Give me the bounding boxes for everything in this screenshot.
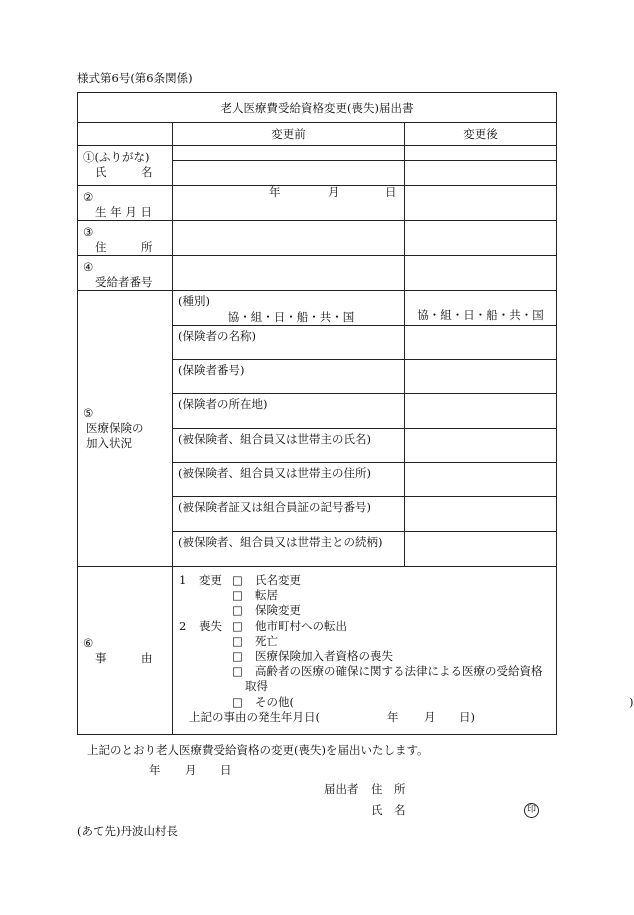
name-before-field[interactable] [173,161,405,186]
option-elderly-law-cont: 取得 [245,679,268,694]
insurance-type-after[interactable] [405,291,557,326]
seal-mark-text: 印 [524,803,539,818]
address-row-number: ③ [83,225,94,239]
option-insurance-loss: 医療保険加入者資格の喪失 [255,648,393,663]
birth-year-label: 年 [269,185,281,199]
insurer-name-after[interactable] [405,326,557,360]
form-title: 老人医療費受給資格変更(喪失)届出書 [78,93,557,123]
checkbox-other[interactable]: □ [232,694,243,709]
checkbox-insurance-loss[interactable]: □ [232,648,243,663]
header-after: 変更後 [405,123,557,146]
option-other-close: ) [629,694,634,709]
group2-label: 喪失 [199,618,222,633]
checkbox-elderly-law[interactable]: □ [232,664,243,679]
application-form-table [77,92,634,735]
name-after-field[interactable] [405,161,557,186]
reason-line-8 [179,679,556,694]
insurance-type-label: (種別) [178,294,210,308]
reason-line-6 [179,649,556,664]
card-number-before[interactable]: (被保険者証又は組合員証の記号番号) [173,497,405,532]
recipient-row-text: 受給者番号 [95,275,153,289]
reason-line-1 [179,573,556,588]
reason-line-10 [179,710,556,725]
option-moving: 転居 [255,588,278,603]
insurance-row-label [78,291,173,567]
insurance-row-text-1: 医療保険の [86,421,144,435]
insurer-location-before[interactable]: (保険者の所在地) [173,394,405,429]
checkbox-moving[interactable]: □ [232,588,243,603]
reason-line-4 [179,619,556,634]
furigana-before-field[interactable] [173,146,405,161]
occurred-year: 年 [387,709,399,724]
recipient-row-number: ④ [83,260,94,274]
submit-year-label: 年 [149,763,161,777]
address-row-text: 住 所 [95,240,153,254]
header-before: 変更前 [173,123,405,146]
group2-number: 2 [179,618,187,633]
name-row-text: 氏 名 [95,165,153,179]
option-death: 死亡 [255,633,278,648]
option-elderly-law: 高齢者の医療の確保に関する法律による医療の受給資格 [255,664,543,679]
reason-line-3 [179,603,556,618]
reason-options [173,567,634,735]
insurance-type-options-after: 協・組・日・船・共・国 [417,308,544,322]
card-number-after[interactable] [405,497,557,532]
address-after-field[interactable] [405,221,557,256]
checkbox-move-out[interactable]: □ [232,618,243,633]
reason-line-7 [179,664,556,679]
checkbox-death[interactable]: □ [232,633,243,648]
holder-address-after[interactable] [405,463,557,497]
insurance-type-before[interactable] [173,291,405,326]
birth-row-number: ② [83,190,94,204]
recipient-after-field[interactable] [405,256,557,291]
birth-row-label [78,186,173,221]
insurer-location-after[interactable] [405,394,557,429]
seal-mark [524,801,539,818]
relationship-after[interactable] [405,532,557,567]
birth-day-label: 日 [385,185,397,199]
reason-line-5 [179,634,556,649]
reason-row-text: 事 由 [95,650,153,665]
insurer-name-before[interactable]: (保険者の名称) [173,326,405,360]
option-name-change: 氏名変更 [255,573,301,587]
birth-before-field[interactable] [173,186,405,221]
option-move-out: 他市町村への転出 [255,618,347,633]
option-other: その他( [255,694,294,709]
reason-line-2 [179,588,556,603]
insurer-number-after[interactable] [405,360,557,394]
group1-label: 変更 [199,573,222,587]
addressee: (あて先)丹波山村長 [77,824,178,838]
name-row-label [78,146,173,186]
holder-name-after[interactable] [405,429,557,463]
holder-name-before[interactable]: (被保険者、組合員又は世帯主の氏名) [173,429,405,463]
name-row-number: ①(ふりがな) [83,150,150,164]
recipient-row-label [78,256,173,291]
furigana-after-field[interactable] [405,146,557,161]
group1-number: 1 [179,573,187,587]
declaration-statement: 上記のとおり老人医療費受給資格の変更(喪失)を届出いたします。 [87,743,429,757]
reason-row-label [78,567,173,735]
applicant-address-label: 住 所 [371,782,406,796]
holder-address-before[interactable]: (被保険者、組合員又は世帯主の住所) [173,463,405,497]
form-number: 様式第6号(第6条関係) [77,71,193,85]
occurred-month: 月 [424,709,436,724]
birth-row-text: 生 年 月 日 [95,205,152,219]
insurance-type-options-before: 協・組・日・船・共・国 [227,310,355,324]
checkbox-insurance-change[interactable]: □ [232,603,243,618]
recipient-before-field[interactable] [173,256,405,291]
occurred-day: 日) [459,709,475,724]
checkbox-name-change[interactable]: □ [232,573,243,587]
occurred-date-label: 上記の事由の発生年月日( [189,709,320,724]
reason-line-9 [179,694,634,710]
applicant-name-label: 氏 名 [371,803,406,817]
option-insurance-change: 保険変更 [255,603,301,618]
insurer-number-before[interactable]: (保険者番号) [173,360,405,394]
reason-row-number: ⑥ [83,635,94,650]
address-row-label [78,221,173,256]
address-before-field[interactable] [173,221,405,256]
submit-month-label: 月 [185,763,197,777]
birth-after-field[interactable] [405,186,557,221]
insurance-row-number: ⑤ [83,406,94,420]
applicant-label: 届出者 [324,782,359,796]
insurance-row-text-2: 加入状況 [86,436,132,450]
header-blank-cell [78,123,173,146]
submit-day-label: 日 [220,763,232,777]
birth-month-label: 月 [328,185,340,199]
relationship-before[interactable]: (被保険者、組合員又は世帯主との続柄) [173,532,405,567]
